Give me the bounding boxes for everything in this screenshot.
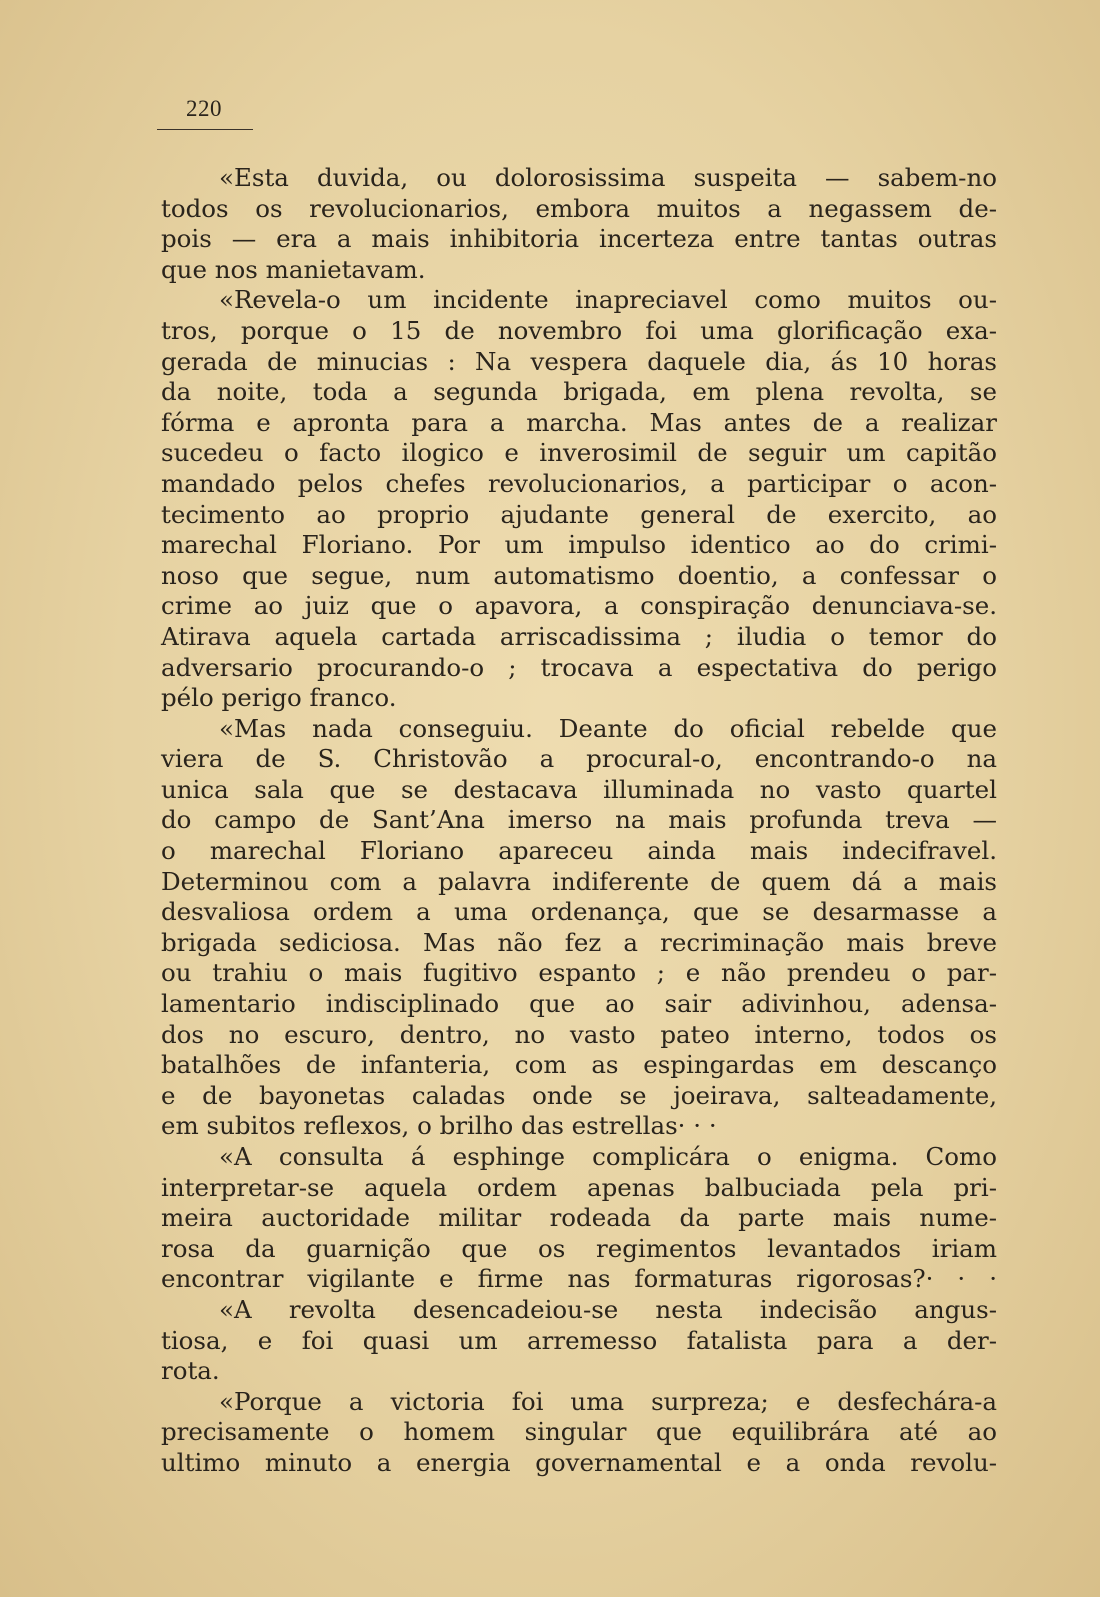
text-line: interpretar-se aquela ordem apenas balbuciada pela pri-: [161, 1172, 997, 1202]
text-line: do campo de Sant’Ana imerso na mais profunda treva —: [161, 805, 997, 835]
text-line: da noite, toda a segunda brigada, em plena revolta, se: [161, 377, 997, 407]
text-line: tiosa, e foi quasi um arremesso fatalista para a der-: [161, 1325, 997, 1355]
text-line: ultimo minuto a energia governamental e a onda revolu-: [161, 1447, 997, 1477]
text-line: sucedeu o facto ilogico e inverosimil de seguir um capitão: [161, 438, 997, 468]
text-line: pélo perigo franco.: [161, 683, 397, 713]
text-line: rota.: [161, 1356, 220, 1386]
text-line: batalhões de infanteria, com as espingardas em descanço: [161, 1050, 997, 1080]
text-line: meira auctoridade militar rodeada da parte mais nume-: [161, 1203, 997, 1233]
text-line: Atirava aquela cartada arriscadissima ; iludia o temor do: [161, 621, 997, 651]
text-line: encontrar vigilante e firme nas formaturas rigorosas?· · ·: [161, 1264, 997, 1294]
text-line: e de bayonetas caladas onde se joeirava, salteadamente,: [161, 1080, 997, 1110]
text-line: «Porque a victoria foi uma surpreza; e desfechára-a: [219, 1386, 997, 1416]
text-line: tecimento ao proprio ajudante general de exercito, ao: [161, 499, 997, 529]
text-line: desvaliosa ordem a uma ordenança, que se desarmasse a: [161, 897, 997, 927]
text-line: precisamente o homem singular que equilibrára até ao: [161, 1417, 997, 1447]
text-line: todos os revolucionarios, embora muitos a negassem de-: [161, 193, 997, 223]
text-line: o marechal Floriano apareceu ainda mais indecifravel.: [161, 836, 997, 866]
body-text: [161, 163, 997, 1479]
text-line: noso que segue, num automatismo doentio, a confessar o: [161, 560, 997, 590]
text-line: «A consulta á esphinge complicára o enigma. Como: [219, 1142, 997, 1171]
text-line: unica sala que se destacava illuminada no vasto quartel: [161, 774, 997, 804]
text-line: em subitos reflexos, o brilho das estrellas· · ·: [161, 1111, 717, 1141]
text-line: Determinou com a palavra indiferente de quem dá a mais: [161, 866, 997, 896]
text-line: crime ao juiz que o apavora, a conspiração denunciava-se.: [161, 591, 997, 621]
text-line: «Revela-o um incidente inapreciavel como muitos ou-: [219, 285, 997, 315]
text-line: fórma e apronta para a marcha. Mas antes de a realizar: [161, 407, 997, 437]
text-line: mandado pelos chefes revolucionarios, a participar o acon-: [161, 468, 997, 498]
text-line: gerada de minucias : Na vespera daquele dia, ás 10 horas: [161, 346, 997, 376]
text-line: que nos manietavam.: [161, 254, 426, 284]
header-rule: [157, 129, 253, 130]
page-number: 220: [186, 96, 222, 121]
text-line: tros, porque o 15 de novembro foi uma glorificação exa-: [161, 315, 997, 345]
text-line: pois — era a mais inhibitoria incerteza entre tantas outras: [161, 224, 997, 254]
text-line: brigada sediciosa. Mas não fez a recriminação mais breve: [161, 927, 997, 957]
text-line: «A revolta desencadeiou-se nesta indecisão angus-: [219, 1294, 997, 1324]
text-line: rosa da guarnição que os regimentos levantados iriam: [161, 1233, 997, 1263]
text-line: «Esta duvida, ou dolorosissima suspeita — sabem-no: [219, 163, 997, 192]
text-line: lamentario indisciplinado que ao sair adivinhou, adensa-: [161, 989, 997, 1019]
text-line: viera de S. Christovão a procural-o, encontrando-o na: [161, 744, 997, 774]
text-line: marechal Floriano. Por um impulso identico ao do crimi-: [161, 530, 997, 560]
text-line: adversario procurando-o ; trocava a espectativa do perigo: [161, 652, 997, 682]
text-line: «Mas nada conseguiu. Deante do oficial rebelde que: [219, 713, 997, 743]
text-line: ou trahiu o mais fugitivo espanto ; e não prendeu o par-: [161, 958, 997, 988]
text-line: dos no escuro, dentro, no vasto pateo interno, todos os: [161, 1019, 997, 1049]
